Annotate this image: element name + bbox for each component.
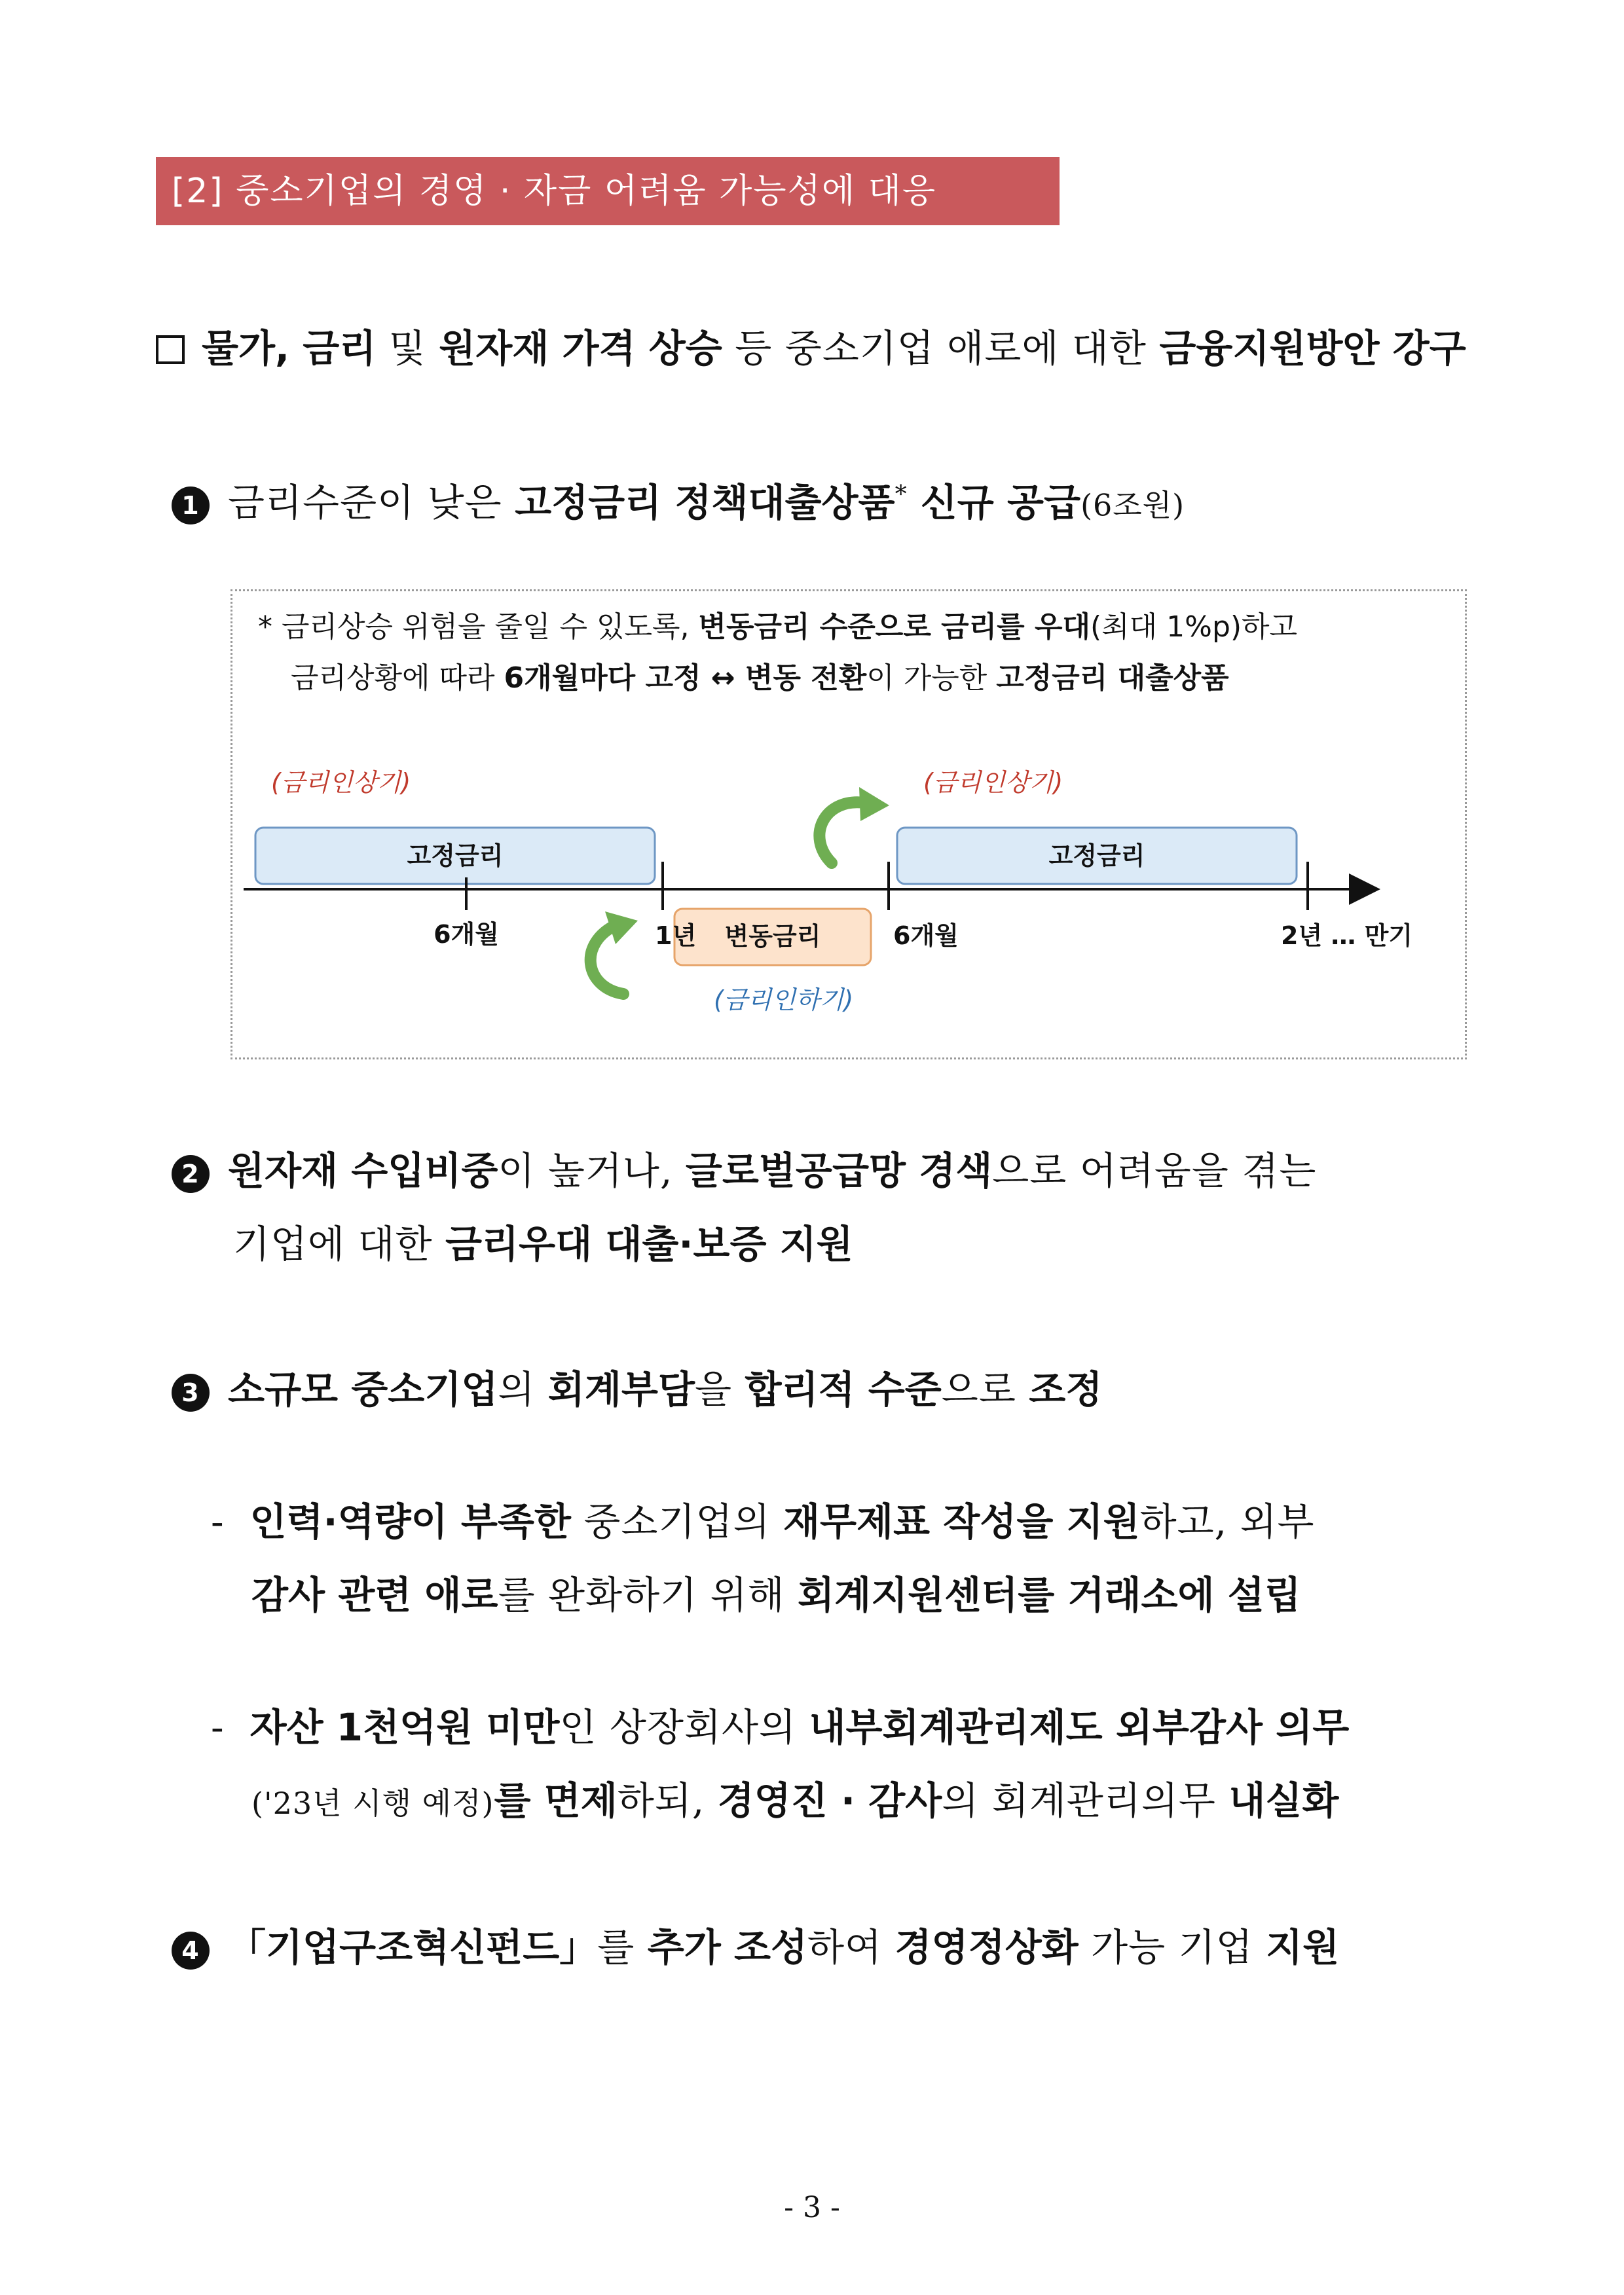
tick-label-6m-1: 6개월 (434, 920, 499, 949)
fixed-rate-label-1: 고정금리 (407, 841, 504, 870)
fall-label: (금리인하기) (714, 985, 854, 1014)
item-1: 1 금리수준이 낮은 고정금리 정책대출상품* 신규 공급(6조원) (172, 469, 1185, 531)
item-2-cont: 기업에 대한 금리우대 대출·보증 지원 (233, 1222, 853, 1266)
switch-to-fixed-arrow-icon (819, 787, 889, 863)
number-4-icon: 4 (172, 1932, 210, 1970)
tick-label-2y: 2년 … 만기 (1281, 921, 1413, 950)
tick-label-6m-2: 6개월 (893, 921, 959, 950)
number-2-icon: 2 (172, 1155, 210, 1193)
item-3: 3 소규모 중소기업의 회계부담을 합리적 수준으로 조정 (172, 1363, 1102, 1416)
main-point: 물가, 금리 및 원자재 가격 상승 등 중소기업 애로에 대한 금융지원방안 강구 (156, 322, 1466, 375)
note-line-1: * 금리상승 위험을 줄일 수 있도록, 변동금리 수준으로 금리를 우대(최대 1%p)하고 (258, 610, 1298, 644)
sub-bullet-1-cont: 감사 관련 애로를 완화하기 위해 회계지원센터를 거래소에 설립 (251, 1573, 1301, 1617)
variable-rate-label: 변동금리 (724, 922, 821, 951)
sub-bullet-2-cont: ('23년 시행 예정)를 면제하되, 경영진 · 감사의 회계관리의무 내실화 (251, 1778, 1339, 1823)
number-1-icon: 1 (172, 487, 210, 524)
item-2: 2 원자재 수입비중이 높거나, 글로벌공급망 경색으로 어려움을 겪는 (172, 1145, 1316, 1197)
sub-bullet-1: - 인력·역량이 부족한 중소기업의 재무제표 작성을 지원하고, 외부 (211, 1499, 1315, 1544)
tick-label-1y: 1년 (655, 921, 697, 950)
section-heading: [2] 중소기업의 경영 · 자금 어려움 가능성에 대응 (156, 157, 1060, 225)
number-3-icon: 3 (172, 1374, 210, 1412)
switch-to-variable-arrow-icon (591, 911, 638, 994)
item-4: 4 「기업구조혁신펀드」를 추가 조성하여 경영정상화 가능 기업 지원 (172, 1921, 1339, 1974)
sub-bullet-2: - 자산 1천억원 미만인 상장회사의 내부회계관리제도 외부감사 의무 (211, 1705, 1350, 1750)
fixed-rate-label-2: 고정금리 (1048, 841, 1145, 870)
rate-switch-diagram (231, 746, 1467, 1054)
rise-label-1: (금리인상기) (271, 768, 411, 797)
rise-label-2: (금리인상기) (923, 768, 1063, 797)
checkbox-square-icon (156, 335, 185, 364)
page-number: - 3 - (784, 2191, 840, 2224)
note-line-2: 금리상황에 따라 6개월마다 고정 ↔ 변동 전환이 가능한 고정금리 대출상품 (291, 661, 1229, 695)
